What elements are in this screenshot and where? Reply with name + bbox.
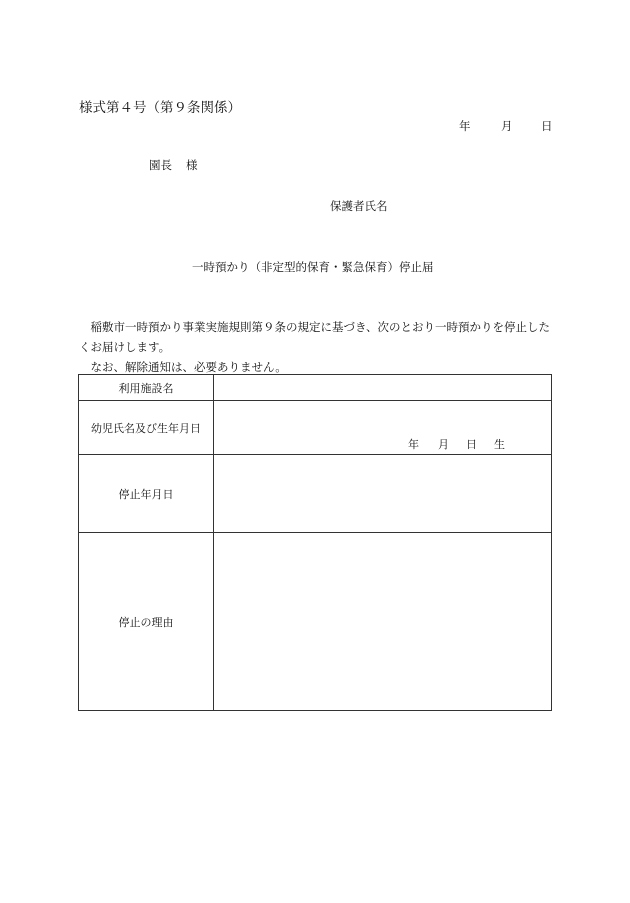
form-number: 様式第４号（第９条関係）: [79, 100, 241, 116]
child-field[interactable]: [214, 401, 552, 455]
child-label: 幼児氏名及び生年月日: [79, 401, 214, 455]
table-row-child: [79, 401, 552, 455]
birth-year-label: 年: [408, 438, 419, 451]
birth-month-label: 月: [438, 438, 449, 451]
table-row-reason: [79, 533, 552, 711]
date-day-label: 日: [541, 119, 553, 133]
addressee-name: 園長: [149, 158, 172, 172]
body-paragraph-1: 稲敷市一時預かり事業実施規則第９条の規定に基づき、次のとおり一時預かりを停止したくお届けします。: [79, 320, 551, 354]
body-text: [79, 317, 553, 377]
reason-field[interactable]: [214, 533, 552, 711]
stop-date-label: 停止年月日: [79, 455, 214, 533]
table-row-stop-date: [79, 455, 552, 533]
birth-suffix-label: 生: [494, 438, 505, 451]
facility-field[interactable]: [214, 375, 552, 401]
date-month-label: 月: [501, 119, 513, 133]
addressee-honorific: 様: [186, 158, 198, 172]
stop-date-field[interactable]: [214, 455, 552, 533]
form-table: [78, 374, 552, 711]
body-paragraph-2: なお、解除通知は、必要ありません。: [90, 360, 287, 374]
addressee: [149, 157, 198, 173]
guardian-name-label: 保護者氏名: [330, 199, 388, 213]
birth-day-label: 日: [466, 438, 477, 451]
document-title: 一時預かり（非定型的保育・緊急保育）停止届: [192, 260, 434, 274]
table-row-facility: [79, 375, 552, 401]
reason-label: 停止の理由: [79, 533, 214, 711]
date-year-label: 年: [459, 119, 471, 133]
birth-date-line: [408, 436, 505, 452]
facility-label: 利用施設名: [79, 375, 214, 401]
